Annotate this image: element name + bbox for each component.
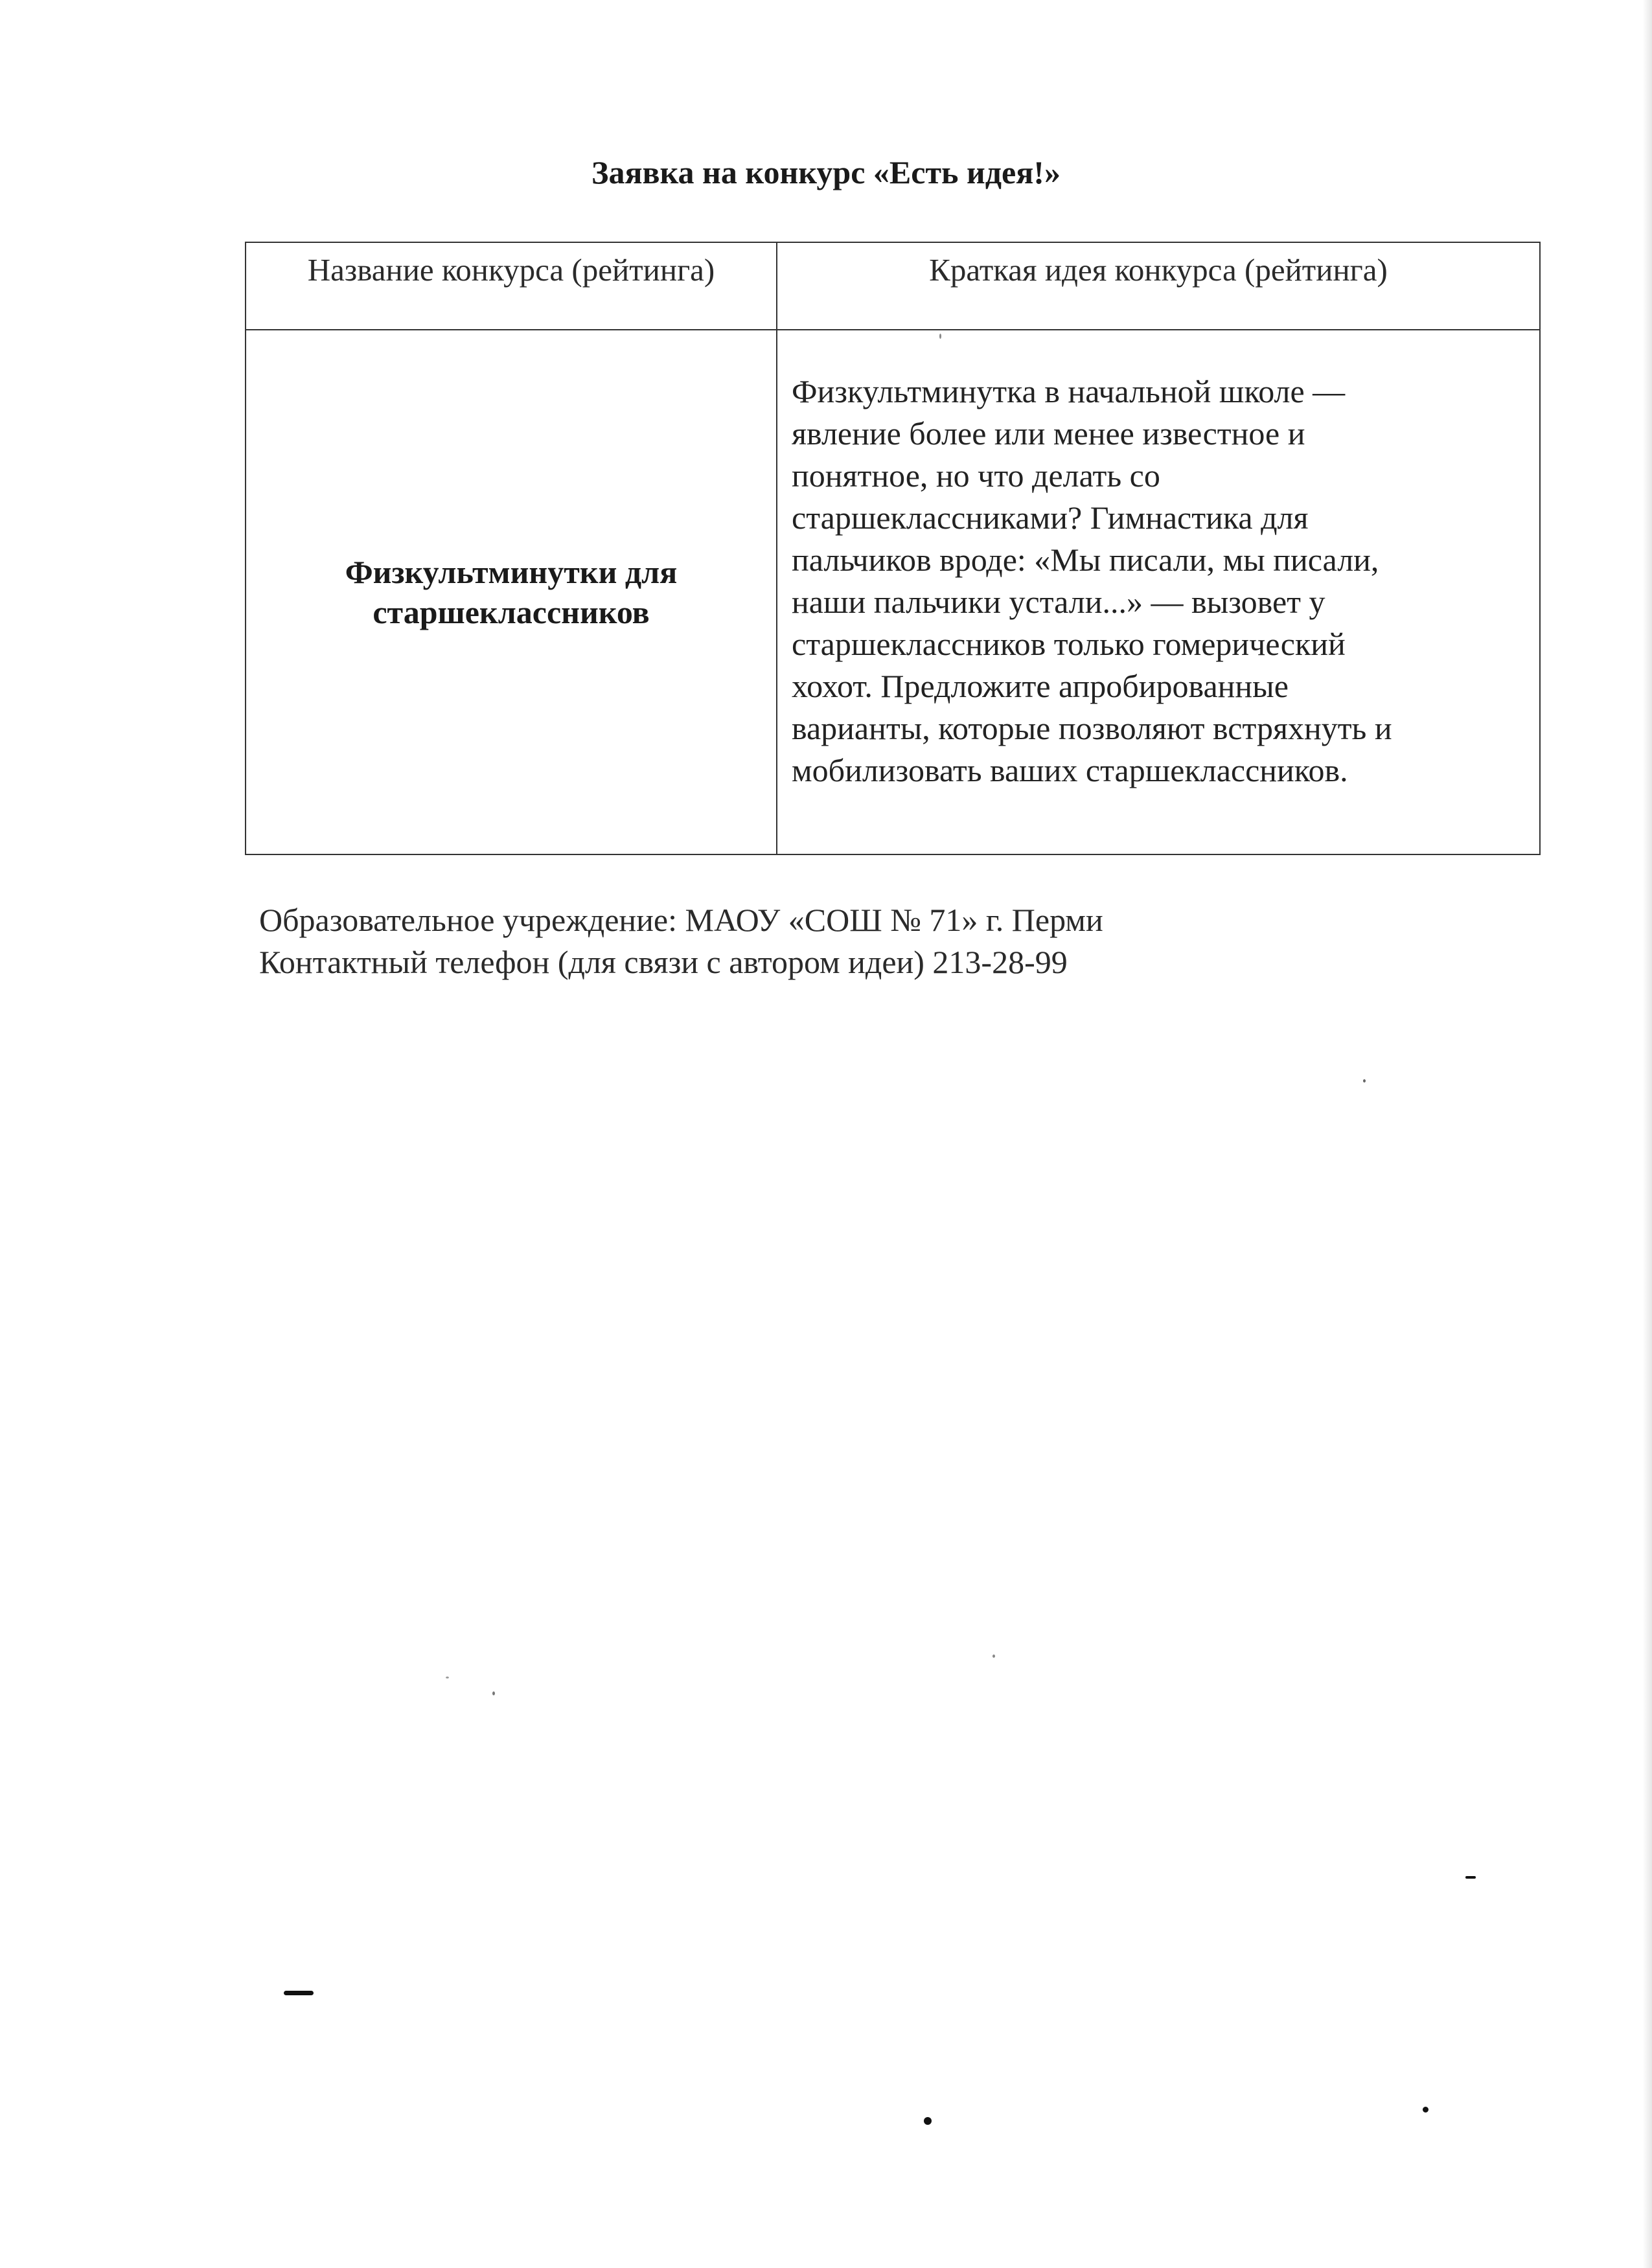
table-header-row [246,242,1540,330]
institution-line: Образовательное учреждение: МАОУ «СОШ № 71» г. Перми [259,902,1103,938]
scan-speck [1465,1876,1476,1879]
scan-speck [284,1991,314,1995]
scan-speck [492,1691,495,1695]
table-row [246,330,1540,854]
footer-info [259,899,1103,983]
document-title: Заявка на конкурс «Есть идея!» [591,154,1061,190]
scan-speck [1363,1079,1366,1082]
contest-name-cell [246,330,777,854]
scan-speck [992,1655,995,1658]
scan-speck [924,2117,932,2125]
scan-speck [1423,2107,1428,2113]
header-contest-name: Название конкурса (рейтинга) [246,242,777,330]
contest-idea-text: Физкультминутка в начальной школе — явление более или менее известное и понятное, но что делать со старшеклассниками? Гимнастика для пальчиков вроде: «Мы писали, мы писали, наши пальчики устали...» — вызовет у старшеклассников только гомерический хохот. Предложите апробированные варианты, которые позволяют встряхнуть и мобилизовать ваших старшеклассников. [792,373,1392,788]
scan-speck [446,1677,449,1678]
header-contest-idea: Краткая идея конкурса (рейтинга) [777,242,1540,330]
contact-phone-line: Контактный телефон (для связи с автором идеи) 213-28-99 [259,944,1068,980]
application-table [245,242,1541,855]
scan-speck [939,334,941,339]
scan-edge [1643,0,1652,2268]
contest-idea-cell [777,330,1540,854]
contest-name: Физкультминутки для старшеклассников [345,554,678,630]
